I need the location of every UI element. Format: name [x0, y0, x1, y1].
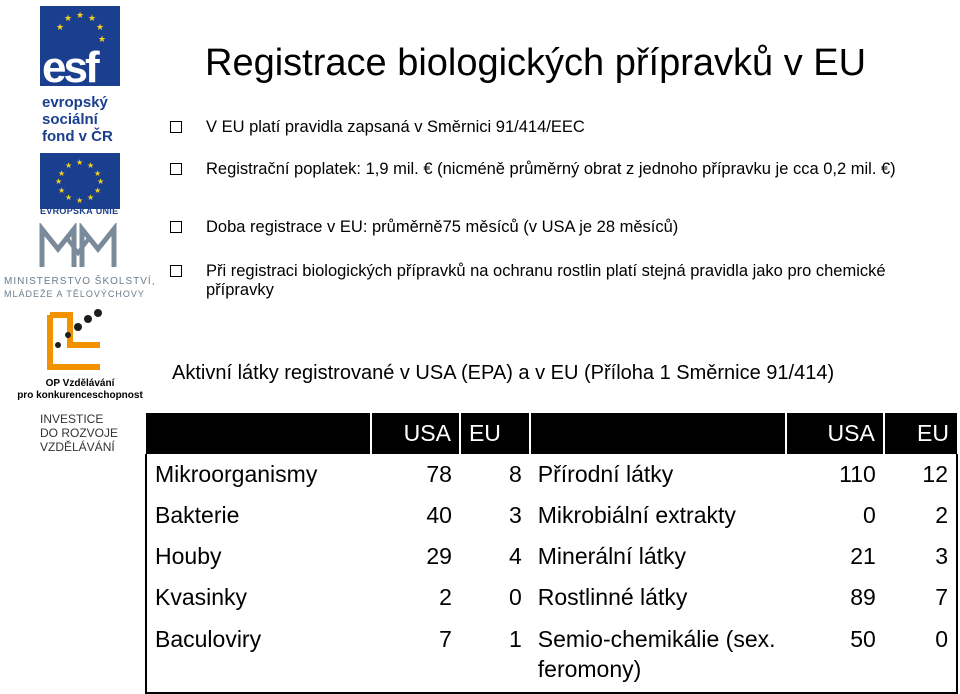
esf-word: esf — [42, 43, 97, 92]
row-eu-cell: 3 — [884, 536, 957, 577]
row-usa-cell: 2 — [371, 577, 460, 618]
row-name-cell: Mikroorganismy — [146, 454, 371, 495]
row-usa-cell: 50 — [786, 618, 884, 694]
table-row — [146, 495, 957, 536]
esf-caption-line: fond v ČR — [42, 128, 113, 145]
row-name-cell: Baculoviry — [146, 618, 371, 694]
bullet-text: Doba registrace v EU: průměrně75 měsíců (v USA je 28 měsíců) — [206, 218, 679, 236]
table-header-row — [146, 413, 957, 454]
msmt-caption-line: MINISTERSTVO ŠKOLSTVÍ, — [4, 276, 156, 287]
row-eu-cell: 12 — [884, 454, 957, 495]
esf-square: ★ ★ ★ ★ ★ ★ esf — [40, 6, 120, 86]
table-caption: Aktivní látky registrované v USA (EPA) a v EU (Příloha 1 Směrnice 91/414) — [172, 362, 835, 384]
row-usa-cell: 40 — [371, 495, 460, 536]
row-usa-cell: 110 — [786, 454, 884, 495]
esf-logo — [40, 6, 120, 146]
active-substances-table — [145, 413, 958, 694]
table-row — [146, 536, 957, 577]
row-eu-cell: 3 — [460, 495, 530, 536]
bullet-text: Registrační poplatek: 1,9 mil. € (nicméně průměrný obrat z jednoho přípravku je cca 0,2 mil. €) — [206, 160, 896, 178]
op-logo-icon — [40, 305, 120, 377]
square-bullet-icon — [170, 265, 182, 277]
table-row — [146, 618, 957, 694]
bullet-text: V EU platí pravidla zapsaná v Směrnici 91/414/EEC — [206, 118, 585, 136]
row-eu-cell: 8 — [460, 454, 530, 495]
row-eu-cell: 0 — [460, 577, 530, 618]
row-eu-cell: 4 — [460, 536, 530, 577]
row-usa-cell: 0 — [786, 495, 884, 536]
square-bullet-icon — [170, 163, 182, 175]
slide-title: Registrace biologických přípravků v EU — [205, 42, 867, 84]
esf-caption — [42, 94, 113, 145]
row-usa-cell: 29 — [371, 536, 460, 577]
row-usa-cell: 21 — [786, 536, 884, 577]
row-name-cell: Minerální látky — [530, 536, 786, 577]
esf-caption-line: evropský — [42, 94, 108, 111]
row-usa-cell: 7 — [371, 618, 460, 694]
msmt-caption — [4, 276, 155, 300]
row-name-cell: Přírodní látky — [530, 454, 786, 495]
table-row — [146, 454, 957, 495]
square-bullet-icon — [170, 221, 182, 233]
row-usa-cell: 78 — [371, 454, 460, 495]
invest-caption-line: INVESTICE — [40, 412, 104, 426]
bullet-text: Při registraci biologických přípravků na ochranu rostlin platí stejná pravidla jako pro chemické přípravky — [206, 262, 886, 299]
header-cell — [146, 413, 371, 454]
header-cell-eu: EU — [884, 413, 957, 454]
row-eu-cell: 0 — [884, 618, 957, 694]
row-usa-cell: 89 — [786, 577, 884, 618]
row-name-cell: Kvasinky — [146, 577, 371, 618]
header-cell — [530, 413, 786, 454]
msmt-logo-icon — [38, 223, 120, 271]
header-cell-eu: EU — [460, 413, 530, 454]
invest-caption — [40, 412, 118, 454]
logo-sidebar — [0, 0, 160, 689]
row-eu-cell: 1 — [460, 618, 530, 694]
row-name-cell: Bakterie — [146, 495, 371, 536]
row-eu-cell: 7 — [884, 577, 957, 618]
invest-caption-line: DO ROZVOJE — [40, 426, 119, 440]
square-bullet-icon — [170, 121, 182, 133]
row-eu-cell: 2 — [884, 495, 957, 536]
op-caption-line: OP Vzdělávání — [45, 378, 115, 389]
row-name-cell: Mikrobiální extrakty — [530, 495, 786, 536]
eu-flag-icon: ★ ★ ★ ★ ★ ★ ★ ★ ★ ★ ★ ★ — [40, 153, 120, 209]
header-cell-usa: USA — [371, 413, 460, 454]
invest-caption-line: VZDĚLÁVÁNÍ — [40, 440, 115, 454]
row-name-cell: Rostlinné látky — [530, 577, 786, 618]
op-caption — [0, 378, 160, 402]
esf-caption-line: sociální — [42, 111, 98, 128]
row-name-cell: Houby — [146, 536, 371, 577]
table-row — [146, 577, 957, 618]
msmt-caption-line: MLÁDEŽE A TĚLOVÝCHOVY — [4, 289, 145, 299]
eu-caption: EVROPSKÁ UNIE — [40, 206, 119, 216]
header-cell-usa: USA — [786, 413, 884, 454]
op-caption-line: pro konkurenceschopnost — [17, 390, 143, 401]
row-name-cell: Semio-chemikálie (sex. feromony) — [530, 618, 786, 694]
